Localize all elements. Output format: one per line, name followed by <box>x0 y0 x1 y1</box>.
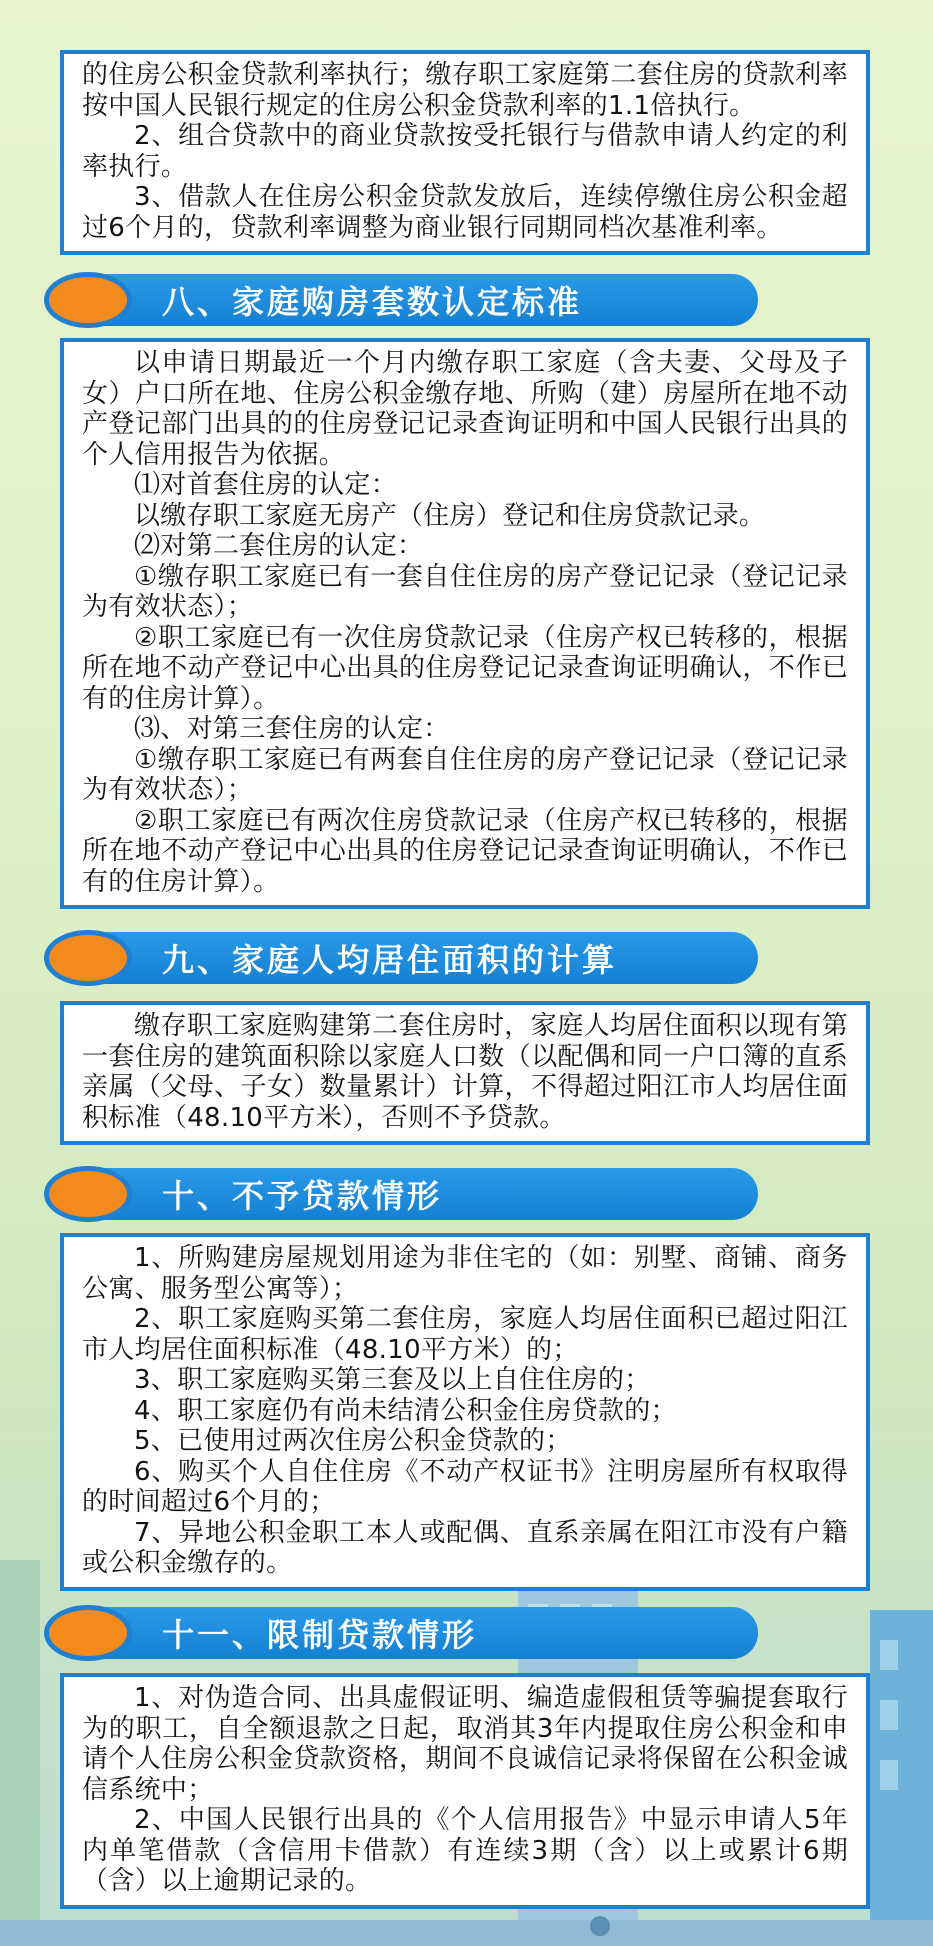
paragraph: 3、借款人在住房公积金贷款发放后，连续停缴住房公积金超过6个月的，贷款利率调整为商业银行同期同档次基准利率。 <box>82 182 848 243</box>
paragraph: 以缴存职工家庭无房产（住房）登记和住房贷款记录。 <box>134 500 766 531</box>
paragraph: 2、中国人民银行出具的《个人信用报告》中显示申请人5年内单笔借款（含信用卡借款）有连续3期（含）以上或累计6期（含）以上逾期记录的。 <box>82 1805 848 1896</box>
orange-circle-icon <box>44 1166 132 1222</box>
paragraph: 以申请日期最近一个月内缴存职工家庭（含夫妻、父母及子女）户口所在地、住房公积金缴存地、所购（建）房屋所在地不动产登记部门出具的的住房登记记录查询证明和中国人民银行出具的个人信用报告为依据。 <box>82 348 848 470</box>
section-title: 十一、限制贷款情形 <box>162 1616 478 1654</box>
section-10-text-box <box>60 1233 870 1591</box>
section-header-11 <box>44 1605 758 1661</box>
paragraph: 5、已使用过两次住房公积金贷款的； <box>134 1426 572 1456</box>
paragraph: 7、异地公积金职工本人或配偶、直系亲属在阳江市没有户籍或公积金缴存的。 <box>82 1517 848 1578</box>
paragraph: ⑴对首套住房的认定： <box>134 470 398 500</box>
section-11-text-box <box>60 1673 870 1909</box>
section-8-text-box <box>60 338 870 909</box>
interest-rate-text-box <box>60 50 870 255</box>
paragraph: ②职工家庭已有两次住房贷款记录（住房产权已转移的，根据所在地不动产登记中心出具的住房登记记录查询证明确认，不作已有的住房计算）。 <box>82 805 848 897</box>
orange-circle-icon <box>44 930 132 986</box>
section-header-8 <box>44 272 758 328</box>
section-title: 十、不予贷款情形 <box>162 1177 443 1215</box>
orange-circle-icon <box>44 272 132 328</box>
section-title: 八、家庭购房套数认定标准 <box>162 283 583 321</box>
paragraph: ⑵对第二套住房的认定： <box>134 531 424 561</box>
paragraph: 2、职工家庭购买第二套住房，家庭人均居住面积已超过阳江市人均居住面积标准（48.10平方米）的； <box>82 1304 848 1365</box>
paragraph: 的住房公积金贷款利率执行；缴存职工家庭第二套住房的贷款利率按中国人民银行规定的住房公积金贷款利率的1.1倍执行。 <box>82 60 848 121</box>
section-9-text-box <box>60 1001 870 1145</box>
paragraph: ②职工家庭已有一次住房贷款记录（住房产权已转移的，根据所在地不动产登记中心出具的住房登记记录查询证明确认，不作已有的住房计算）。 <box>82 622 848 714</box>
section-title: 九、家庭人均居住面积的计算 <box>162 941 618 979</box>
paragraph: ①缴存职工家庭已有一套自住住房的房产登记记录（登记记录为有效状态）； <box>82 561 848 622</box>
paragraph: 4、职工家庭仍有尚未结清公积金住房贷款的； <box>134 1395 677 1426</box>
paragraph: 缴存职工家庭购建第二套住房时，家庭人均居住面积以现有第一套住房的建筑面积除以家庭人口数（以配偶和同一户口簿的直系亲属（父母、子女）数量累计）计算，不得超过阳江市人均居住面积标准（48.10平方米），否则不予贷款。 <box>82 1011 848 1133</box>
paragraph: 3、职工家庭购买第三套及以上自住住房的； <box>134 1365 651 1395</box>
paragraph: ①缴存职工家庭已有两套自住住房的房产登记记录（登记记录为有效状态）； <box>82 744 848 805</box>
paragraph: 1、所购建房屋规划用途为非住宅的（如：别墅、商铺、商务公寓、服务型公寓等）； <box>82 1243 848 1304</box>
section-header-10 <box>44 1166 758 1222</box>
paragraph: ⑶、对第三套住房的认定： <box>134 714 450 744</box>
orange-circle-icon <box>44 1605 132 1661</box>
paragraph: 2、组合贷款中的商业贷款按受托银行与借款申请人约定的利率执行。 <box>82 121 848 182</box>
paragraph: 6、购买个人自住住房《不动产权证书》注明房屋所有权取得的时间超过6个月的； <box>82 1456 848 1517</box>
paragraph: 1、对伪造合同、出具虚假证明、编造虚假租赁等骗提套取行为的职工，自全额退款之日起，取消其3年内提取住房公积金和申请个人住房公积金贷款资格，期间不良诚信记录将保留在公积金诚信系统中； <box>82 1683 848 1805</box>
building-shape <box>870 1610 933 1946</box>
section-header-9 <box>44 930 758 986</box>
building-shape <box>0 1560 40 1946</box>
